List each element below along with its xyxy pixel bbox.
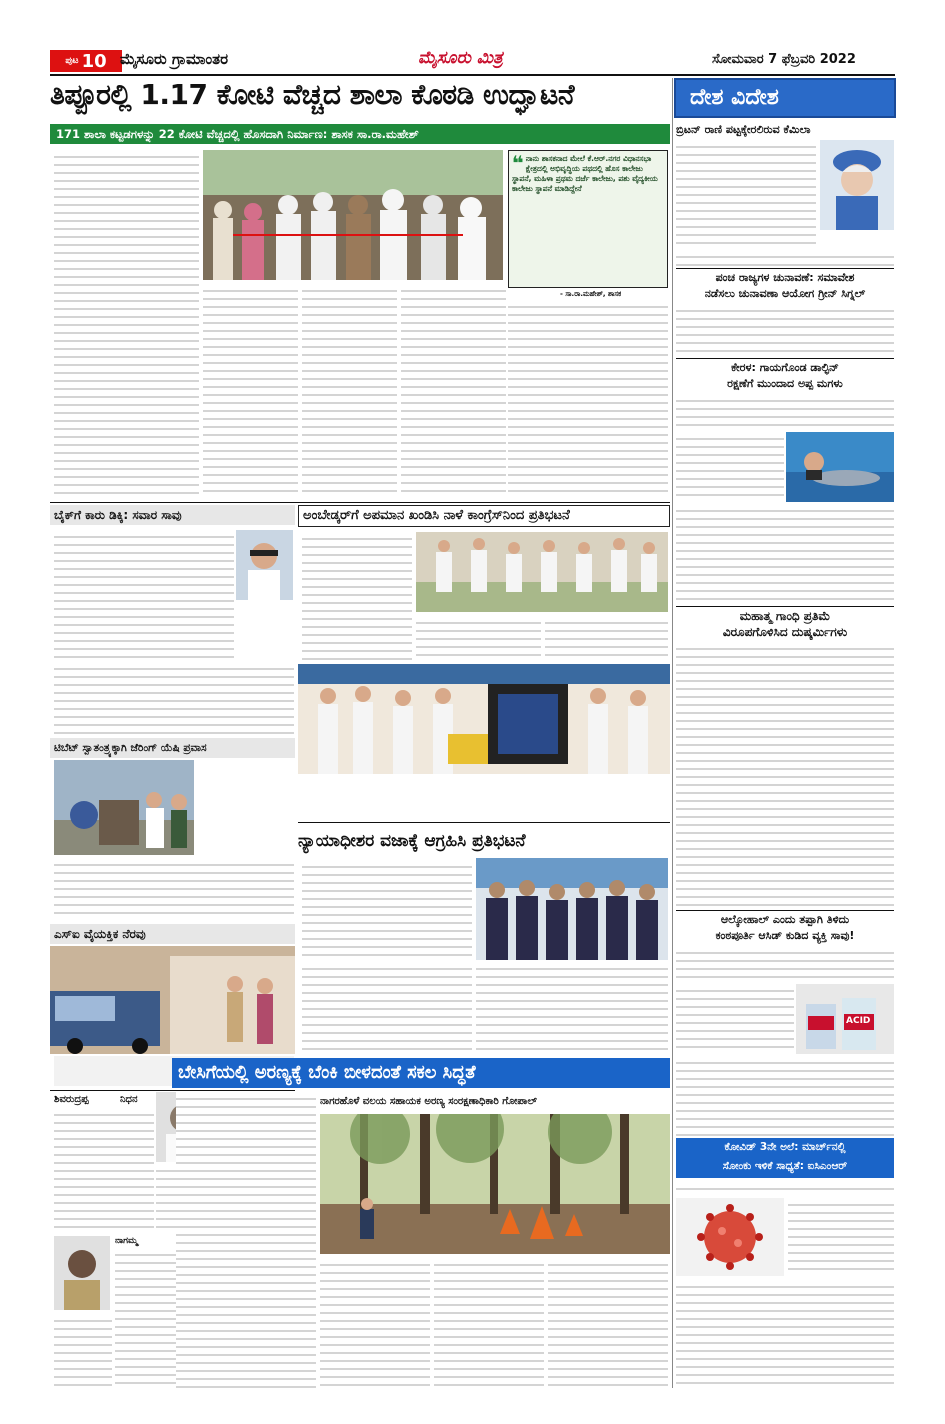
judge-body-1 [302,860,472,960]
tibet-headline: ಟಿಬೆಟ್ ಸ್ವಾತಂತ್ರ್ಯಕ್ಕಾಗಿ ಜೆರಿಂಗ್ ಯೆಷಿ ಪ್ರವಾಸ [50,738,295,758]
covid-headline: ಕೋವಿಡ್ 3ನೇ ಅಲೆ: ಮಾರ್ಚ್‌ನಲ್ಲಿ [724,1141,846,1153]
acid-body-1 [676,946,894,982]
judge-body-2 [302,962,472,1056]
ambedkar-body-1 [302,532,412,660]
bike-body-2 [54,662,294,736]
elections-body [676,304,894,356]
obit2-photo [54,1236,110,1310]
dv-rule-1 [676,268,894,269]
column-divider [672,78,673,1388]
tibet-photo [54,760,194,855]
forest-body-3 [434,1258,544,1388]
tibet-body [54,858,294,920]
ambedkar-photo-1 [416,532,668,612]
covid-photo [676,1198,784,1276]
page-date: ಸೋಮವಾರ 7 ಫೆಬ್ರವರಿ 2022 [712,52,856,67]
bike-victim-photo [236,530,293,600]
ambedkar-headline: ಅಂಬೇಡ್ಕರ್‌ಗೆ ಅಪಮಾನ ಖಂಡಿಸಿ ನಾಳೆ ಕಾಂಗ್ರೆಸ್‌ನಿಂದ ಪ್ರತಿಭಟನೆ [298,505,670,527]
obit1-name: ಶಿವರುದ್ರಪ್ಪ [54,1094,89,1105]
covid-subhead: ಸೋಂಕು ಇಳಿಕೆ ಸಾಧ್ಯತೆ: ಐಸಿಎಂಆರ್ [722,1160,848,1172]
lead-photo [203,150,503,280]
page-number: 10 [81,50,107,72]
acid-body-2 [676,984,794,1054]
covid-body-1 [676,1182,894,1196]
ambedkar-body-3 [545,616,668,660]
ambedkar-photo-2 [298,664,670,774]
elections-headline: ಪಂಚ ರಾಜ್ಯಗಳ ಚುನಾವಣೆ: ಸಮಾವೇಶ [715,271,855,284]
dolphin-subhead: ರಕ್ಷಣೆಗೆ ಮುಂದಾದ ಅಪ್ಪ ಮಗಳು [727,377,843,390]
bike-headline: ಬೈಕ್‌ಗೆ ಕಾರು ಡಿಕ್ಕಿ: ಸವಾರ ಸಾವು [50,505,295,525]
desha-videsha-header: ದೇಶ ವಿದೇಶ [674,78,896,118]
queen-body [676,140,816,248]
quote-mark: ❝ [512,151,524,175]
dv-rule-4 [676,910,894,911]
queen-body-2 [676,250,894,266]
gandhi-body [676,642,894,908]
acid-body-3 [676,1056,894,1136]
ambedkar-rule [298,822,670,823]
acid-label: ACID [846,1016,871,1026]
covid-banner [676,1138,894,1178]
dolphin-body-2 [676,432,784,502]
dv-rule-2 [676,358,894,359]
gandhi-subhead: ವಿರೂಪಗೊಳಿಸಿದ ದುಷ್ಕರ್ಮಿಗಳು [722,625,848,639]
forest-photo [320,1114,670,1254]
forest-headline: ಬೇಸಿಗೆಯಲ್ಲಿ ಅರಣ್ಯಕ್ಕೆ ಬೆಂಕಿ ಬೀಳದಂತೆ ಸಕಲ ಸಿದ್ಧತೆ [172,1058,670,1088]
lead-rule [50,502,670,503]
elections-subhead: ನಡೆಸಲು ಚುನಾವಣಾ ಆಯೋಗ ಗ್ರೀನ್ ಸಿಗ್ನಲ್ [704,287,866,300]
lead-body-col2 [203,284,298,498]
lead-body-col4 [401,284,506,498]
queen-photo [820,140,894,230]
judge-headline: ನ್ಯಾಯಾಧೀಶರ ವಜಾಕ್ಕೆ ಆಗ್ರಹಿಸಿ ಪ್ರತಿಭಟನೆ [298,831,526,851]
judge-body-3 [476,962,668,1056]
bike-body [54,530,234,660]
obit-label: ನಿಧನ [120,1094,138,1105]
covid-body-2 [788,1198,894,1276]
masthead-rule [50,74,895,76]
dolphin-body-1 [676,394,894,430]
paper-name: ಮೈಸೂರು ಮಿತ್ರ [418,48,503,68]
dolphin-photo [786,432,894,502]
dolphin-headline: ಕೇರಳ: ಗಾಯಗೊಂಡ ಡಾಲ್ಫಿನ್ [731,361,839,374]
acid-headline: ಆಲ್ಕೋಹಾಲ್ ಎಂದು ತಪ್ಪಾಗಿ ತಿಳಿದು [720,913,850,926]
ambedkar-body-2 [416,616,541,660]
obit2-body-2 [54,1314,112,1386]
dolphin-body-3 [676,504,894,604]
dv-rule-3 [676,606,894,607]
lead-quote-box [508,150,668,288]
quote-author: - ಸಾ.ರಾ.ಮಹೇಶ್, ಶಾಸಕ [560,290,622,298]
forest-body-4 [548,1258,668,1388]
queen-headline: ಬ್ರಿಟನ್ ರಾಣಿ ಪಟ್ಟಕ್ಕೇರಲಿರುವ ಕೆಮಿಲಾ [676,123,811,136]
obit1-body [54,1108,154,1232]
forest-body-2 [320,1258,430,1388]
judge-photo [476,858,668,960]
section-title: ಮೈಸೂರು ಗ್ರಾಮಾಂತರ [120,50,229,68]
obit-rule [50,1090,295,1091]
si-headline: ಎಸ್‌ಐ ವೈಯಕ್ತಿಕ ನೆರವು [50,924,295,944]
gandhi-headline: ಮಹಾತ್ಮ ಗಾಂಧಿ ಪ್ರತಿಮೆ [739,609,831,623]
lead-subhead: 171 ಶಾಲಾ ಕಟ್ಟಡಗಳನ್ನು 22 ಕೋಟಿ ವೆಚ್ಚದಲ್ಲಿ ಹೊಸದಾಗಿ ನಿರ್ಮಾಣ: ಶಾಸಕ ಸಾ.ರಾ.ಮಹೇಶ್ [50,124,670,144]
quote-text: ನಾನು ಶಾಸಕನಾದ ಮೇಲೆ ಕೆ.ಆರ್.ನಗರ ವಿಧಾನಸಭಾ ಕ್ಷೇತ್ರದಲ್ಲಿ ಅಭಿವೃದ್ಧಿಯ ಪಥದಲ್ಲಿ ಹೊಸ ಕಾಲೇಜು ಸ್ಥಾಪನೆ, ಮಹಿಳಾ ಪ್ರಥಮ ದರ್ಜೆ ಕಾಲೇಜು, ಪಶು ವೈದ್ಯಕೀಯ ಕಾಲೇಜು ಸ್ಥಾಪನೆ ಮಾಡಿದ್ದೇನೆ [512,154,658,193]
acid-photo [796,984,894,1054]
si-photo [50,946,295,1054]
lead-body-col5 [508,300,668,498]
obit2-name: ನಾಗಮ್ಮ [115,1236,138,1246]
forest-body-1 [176,1092,316,1388]
lead-body-col3 [302,284,397,498]
covid-body-3 [676,1280,894,1386]
lead-headline: ತಿಪ್ಪೂರಲ್ಲಿ 1.17 ಕೋಟಿ ವೆಚ್ಚದ ಶಾಲಾ ಕೊಠಡಿ ಉದ್ಘಾಟನೆ [50,78,575,111]
ambedkar-caption [302,776,668,820]
acid-subhead: ಕಂಠಪೂರ್ತಿ ಆಸಿಡ್ ಕುಡಿದ ವ್ಯಕ್ತಿ ಸಾವು! [715,929,855,942]
page-label: ಪುಟ [65,56,79,66]
lead-body-col1 [54,150,199,498]
forest-subhead: ನಾಗರಹೊಳೆ ವಲಯ ಸಹಾಯಕ ಅರಣ್ಯ ಸಂರಕ್ಷಣಾಧಿಕಾರಿ ಗೋಪಾಲ್ [320,1096,538,1107]
page-number-badge [50,50,122,72]
